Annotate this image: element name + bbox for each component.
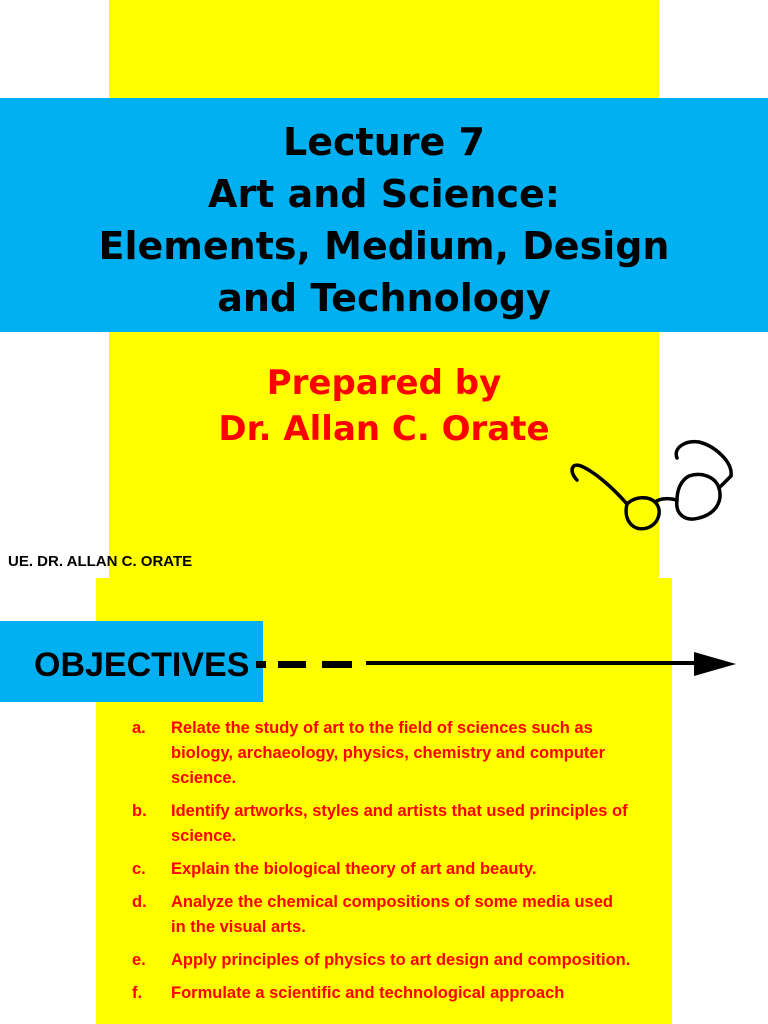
list-item-text: Relate the study of art to the field of sciences such as biology, archaeology, physics, chemistry and computer science.: [171, 719, 606, 787]
list-item: [132, 799, 632, 849]
list-item: [132, 857, 632, 882]
list-item-letter: f.: [132, 984, 143, 1002]
title-line-4: and Technology: [217, 276, 551, 320]
list-item: [132, 716, 632, 791]
author-footer-label: UE. DR. ALLAN C. ORATE: [8, 553, 193, 570]
list-item: [132, 981, 632, 1006]
list-item-letter: a.: [132, 719, 146, 737]
prepared-by-label: Prepared by: [266, 363, 502, 403]
list-item: [132, 890, 632, 940]
objectives-heading: OBJECTIVES: [34, 646, 250, 684]
list-item: [132, 948, 632, 973]
list-item-text: Identify artworks, styles and artists that used principles of science.: [171, 802, 628, 845]
objectives-list: [132, 716, 632, 1014]
title-line-1: Lecture 7: [283, 120, 485, 164]
dashed-arrow-icon: [256, 650, 742, 682]
list-item-letter: b.: [132, 802, 147, 820]
list-item-letter: c.: [132, 860, 146, 878]
title-line-3: Elements, Medium, Design: [98, 224, 670, 268]
lecture-title: [0, 116, 768, 324]
author-name: Dr. Allan C. Orate: [218, 409, 550, 449]
title-line-2: Art and Science:: [208, 172, 560, 216]
list-item-text: Formulate a scientific and technological approach: [171, 984, 565, 1002]
eyeglasses-icon: [565, 432, 745, 542]
list-item-letter: e.: [132, 951, 146, 969]
list-item-text: Analyze the chemical compositions of some media used in the visual arts.: [171, 893, 613, 936]
list-item-text: Apply principles of physics to art design and composition.: [171, 951, 631, 969]
list-item-letter: d.: [132, 893, 147, 911]
list-item-text: Explain the biological theory of art and beauty.: [171, 860, 537, 878]
